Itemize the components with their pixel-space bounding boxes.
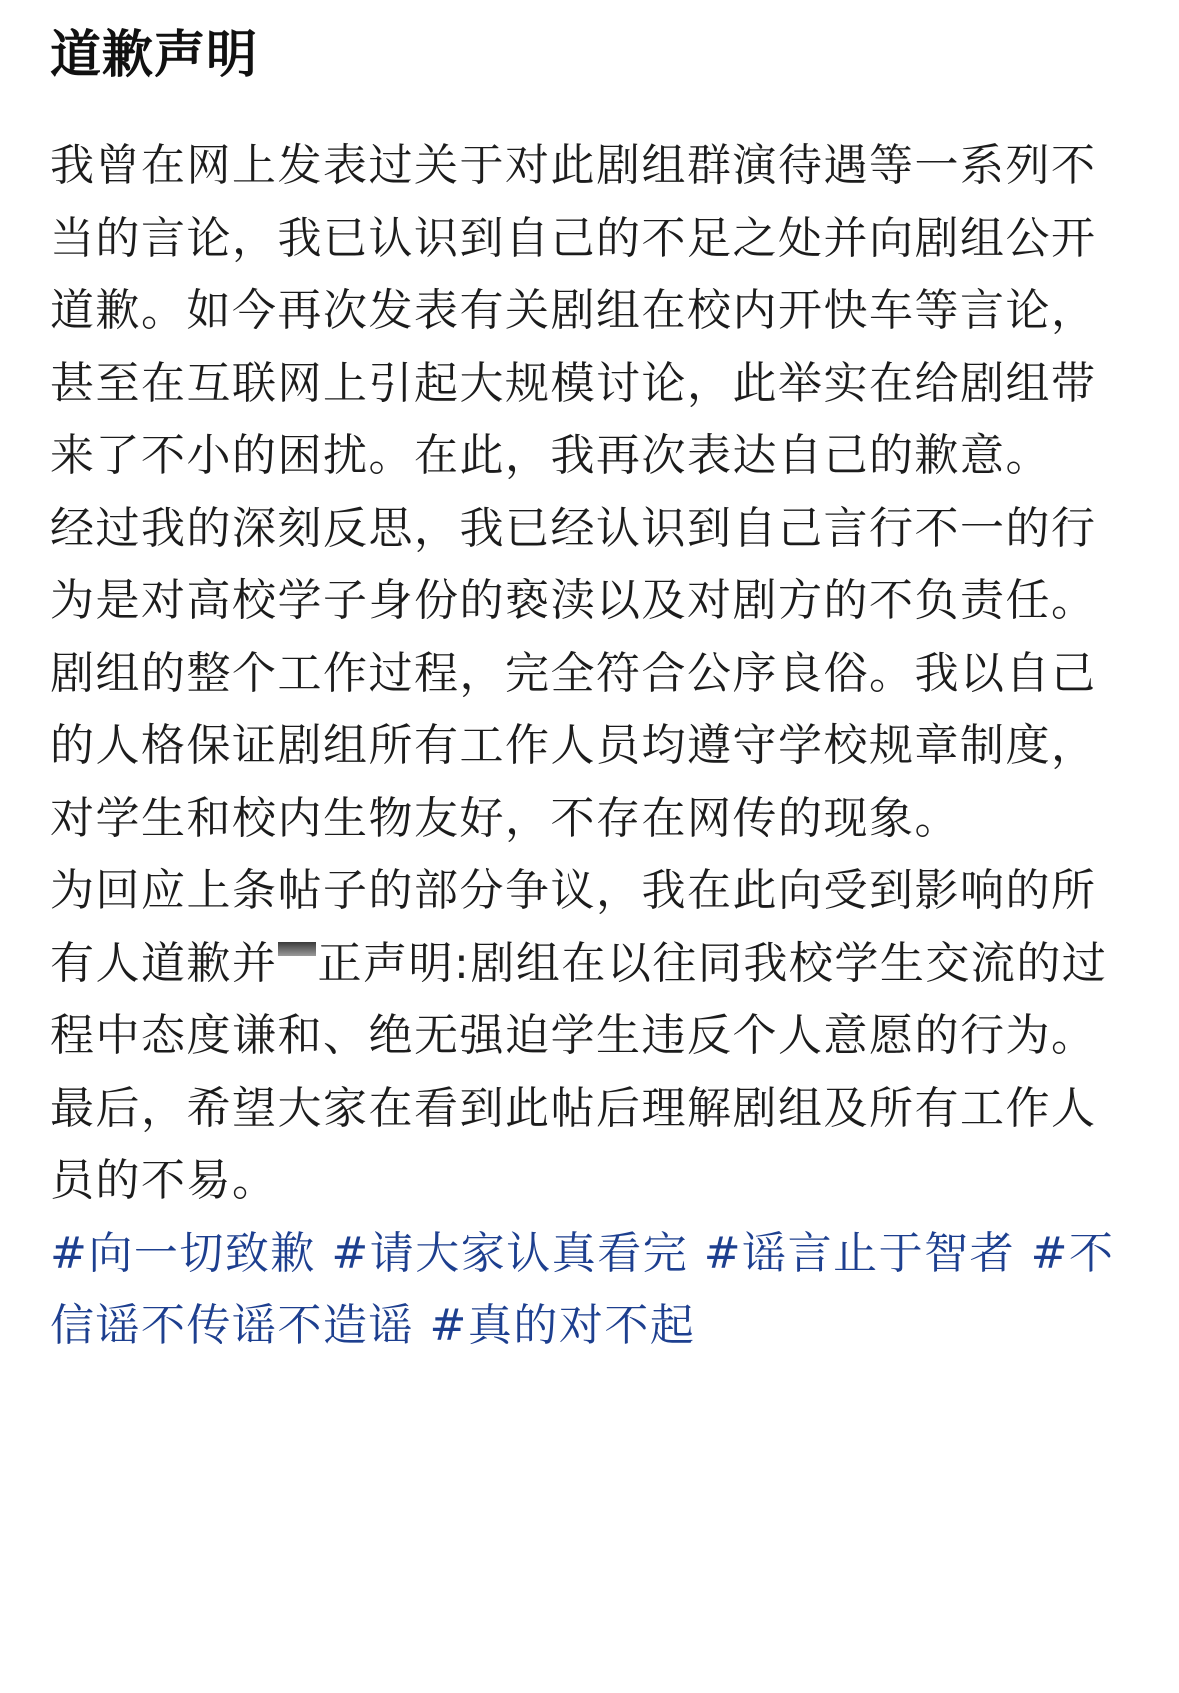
hashtag-link[interactable]: #向一切致歉	[50, 1227, 316, 1279]
paragraph-3-text-after: 正声明:剧组在以往同我校学生交流的过程中态度谦和、绝无强迫学生违反个人意愿的行为。	[50, 937, 1108, 1061]
hashtag-link[interactable]: #真的对不起	[429, 1300, 696, 1351]
hashtag-link[interactable]: #不信谣不传谣不造谣	[50, 1227, 1115, 1351]
redacted-character	[278, 942, 316, 956]
paragraph-3-text-before: 为回应上条帖子的部分争议，我在此向受到影响的所有人道歉并	[50, 865, 1097, 989]
hashtag-list	[50, 1218, 1130, 1363]
hashtag-link[interactable]: #谣言止于智者	[703, 1227, 1016, 1279]
hashtag-link[interactable]: #请大家认真看完	[331, 1227, 689, 1279]
post-paragraph-1: 我曾在网上发表过关于对此剧组群演待遇等一系列不当的言论，我已认识到自己的不足之处并向剧组公开道歉。如今再次发表有关剧组在校内开快车等言论，甚至在互联网上引起大规模讨论，此举实在给剧组带来了不小的困扰。在此，我再次表达自己的歉意。	[50, 140, 1097, 481]
post-paragraph-3	[50, 855, 1130, 1073]
post-paragraph-4: 最后，希望大家在看到此帖后理解剧组及所有工作人员的不易。	[50, 1082, 1097, 1206]
post-content	[50, 22, 1130, 1363]
post-paragraph-2: 经过我的深刻反思，我已经认识到自己言行不一的行为是对高校学子身份的亵渎以及对剧方的不负责任。剧组的整个工作过程，完全符合公序良俗。我以自己的人格保证剧组所有工作人员均遵守学校规章制度，对学生和校内生物友好，不存在网传的现象。	[50, 502, 1097, 844]
post-title: 道歉声明	[50, 26, 259, 85]
